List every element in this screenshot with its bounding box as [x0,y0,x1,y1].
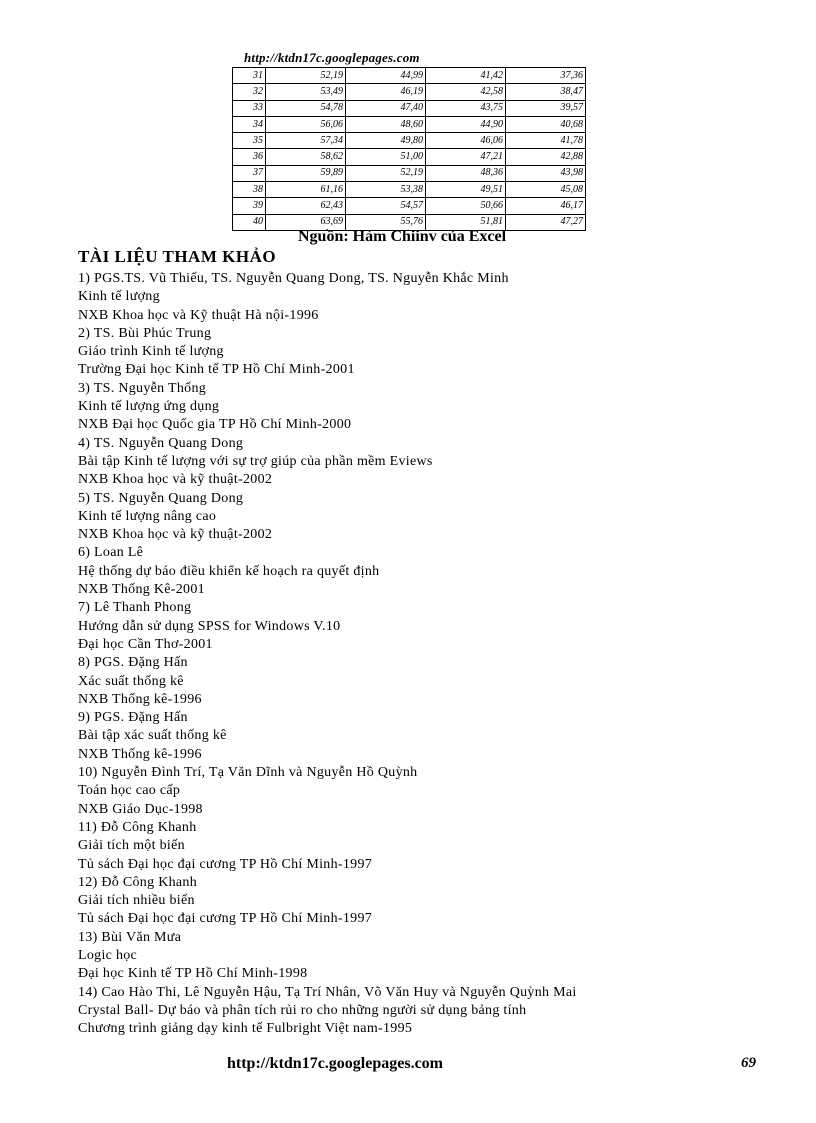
references-list [78,270,577,1038]
table-cell-value: 47,27 [506,214,586,230]
reference-line: 1) PGS.TS. Vũ Thiếu, TS. Nguyễn Quang Dong, TS. Nguyễn Khắc Minh [78,271,509,286]
reference-line: Giáo trình Kinh tế lượng [78,344,224,360]
reference-line: 11) Đỗ Công Khanh [78,819,197,835]
reference-line: Bài tập xác suất thống kê [78,728,227,744]
reference-line: Hệ thống dự báo điều khiển kế hoạch ra quyết định [78,563,380,579]
reference-line: Chương trình giảng dạy kinh tế Fulbright Việt nam-1995 [78,1021,413,1037]
table-cell-df: 38 [233,182,266,198]
table-cell-value: 38,47 [506,84,586,100]
table-cell-df: 37 [233,165,266,181]
table-row [233,165,586,181]
table-cell-value: 59,89 [266,165,346,181]
table-row [233,133,586,149]
reference-line: 5) TS. Nguyễn Quang Dong [78,490,244,506]
reference-line: NXB Đại học Quốc gia TP Hồ Chí Minh-2000 [78,417,352,433]
reference-line: 4) TS. Nguyễn Quang Dong [78,435,244,451]
reference-line: Kinh tế lượng [78,289,160,305]
table-source: Nguồn: Hàm Chiinv của Excel [298,228,507,245]
table-cell-value: 48,60 [346,116,426,132]
table-cell-value: 51,81 [426,214,506,230]
reference-line: Giải tích một biến [78,838,185,854]
table-cell-value: 62,43 [266,198,346,214]
table-body [233,68,586,231]
reference-line: NXB Khoa học và Kỹ thuật Hà nội-1996 [78,307,319,323]
table-cell-df: 35 [233,133,266,149]
table-row [233,116,586,132]
reference-line: Crystal Ball- Dự báo và phân tích rủi ro cho những người sử dụng bảng tính [78,1002,527,1018]
table-row [233,182,586,198]
table-cell-value: 46,17 [506,198,586,214]
reference-line: 14) Cao Hào Thi, Lê Nguyễn Hậu, Tạ Trí Nhân, Võ Văn Huy và Nguyễn Quỳnh Mai [78,984,577,1000]
table-row [233,100,586,116]
header-url: http://ktdn17c.googlepages.com [244,50,420,65]
table-cell-value: 49,80 [346,133,426,149]
reference-line: 6) Loan Lê [78,545,144,561]
reference-line: Đại học Cần Thơ-2001 [78,636,213,652]
table-cell-value: 58,62 [266,149,346,165]
reference-line: Xác suất thống kê [78,673,184,689]
reference-line: Kinh tế lượng ứng dụng [78,399,220,415]
footer-url: http://ktdn17c.googlepages.com [227,1055,443,1072]
table-cell-df: 39 [233,198,266,214]
table-cell-value: 50,66 [426,198,506,214]
reference-line: 13) Bùi Văn Mưa [78,929,182,945]
table-cell-value: 63,69 [266,214,346,230]
table-row [233,84,586,100]
reference-line: Trường Đại học Kinh tế TP Hồ Chí Minh-2001 [78,362,355,378]
table-cell-value: 49,51 [426,182,506,198]
table-cell-value: 43,75 [426,100,506,116]
table-cell-value: 53,38 [346,182,426,198]
table-cell-value: 52,19 [266,68,346,84]
reference-line: 12) Đỗ Công Khanh [78,874,198,890]
reference-line: 10) Nguyễn Đình Trí, Tạ Văn Dĩnh và Nguyễn Hồ Quỳnh [78,765,418,781]
table-cell-df: 36 [233,149,266,165]
reference-line: Bài tập Kinh tế lượng với sự trợ giúp của phần mềm Eviews [78,453,433,469]
page-number: 69 [741,1055,756,1071]
table-cell-value: 45,08 [506,182,586,198]
table-cell-value: 39,57 [506,100,586,116]
reference-line: 8) PGS. Đặng Hấn [78,655,188,671]
table-cell-value: 47,21 [426,149,506,165]
reference-line: 2) TS. Bùi Phúc Trung [78,325,212,341]
table-cell-value: 47,40 [346,100,426,116]
reference-line: Tủ sách Đại học đại cương TP Hồ Chí Minh-1997 [78,856,373,872]
reference-line: Kinh tế lượng nâng cao [78,508,217,524]
reference-line: NXB Thống kê-1996 [78,691,202,707]
reference-line: NXB Khoa học và kỹ thuật-2002 [78,472,273,488]
table-cell-df: 31 [233,68,266,84]
reference-line: NXB Khoa học và kỹ thuật-2002 [78,527,273,543]
references-heading: TÀI LIỆU THAM KHẢO [78,247,277,266]
table-row [233,198,586,214]
table-cell-value: 41,42 [426,68,506,84]
table-cell-df: 34 [233,116,266,132]
table-cell-value: 44,90 [426,116,506,132]
table-cell-value: 55,76 [346,214,426,230]
table-cell-value: 43,98 [506,165,586,181]
reference-line: 7) Lê Thanh Phong [78,600,192,616]
table-cell-df: 33 [233,100,266,116]
table-cell-value: 61,16 [266,182,346,198]
table-cell-value: 41,78 [506,133,586,149]
table-cell-value: 46,06 [426,133,506,149]
table-cell-value: 57,34 [266,133,346,149]
table-cell-value: 48,36 [426,165,506,181]
reference-line: Tủ sách Đại học đại cương TP Hồ Chí Minh-1997 [78,911,373,927]
table-cell-df: 40 [233,214,266,230]
table-cell-value: 37,36 [506,68,586,84]
reference-line: NXB Giáo Dục-1998 [78,801,203,817]
table-row [233,68,586,84]
table-cell-value: 54,57 [346,198,426,214]
reference-line: Hướng dẫn sử dụng SPSS for Windows V.10 [78,618,341,634]
table-cell-value: 52,19 [346,165,426,181]
table-cell-value: 44,99 [346,68,426,84]
table-cell-value: 53,49 [266,84,346,100]
table-cell-value: 56,06 [266,116,346,132]
table-row [233,149,586,165]
reference-line: NXB Thống Kê-2001 [78,582,205,598]
reference-line: Logic học [78,947,138,963]
reference-line: Giải tích nhiều biến [78,893,195,909]
chi-square-table [232,67,586,231]
table-cell-value: 40,68 [506,116,586,132]
reference-line: 9) PGS. Đặng Hấn [78,710,188,726]
reference-line: Toán học cao cấp [78,783,181,799]
table-cell-value: 46,19 [346,84,426,100]
table-cell-value: 42,58 [426,84,506,100]
table-cell-value: 54,78 [266,100,346,116]
table-cell-df: 32 [233,84,266,100]
reference-line: Đại học Kinh tế TP Hồ Chí Minh-1998 [78,966,308,982]
table-cell-value: 51,00 [346,149,426,165]
table-cell-value: 42,88 [506,149,586,165]
reference-line: 3) TS. Nguyễn Thống [78,380,207,396]
reference-line: NXB Thống kê-1996 [78,746,202,762]
